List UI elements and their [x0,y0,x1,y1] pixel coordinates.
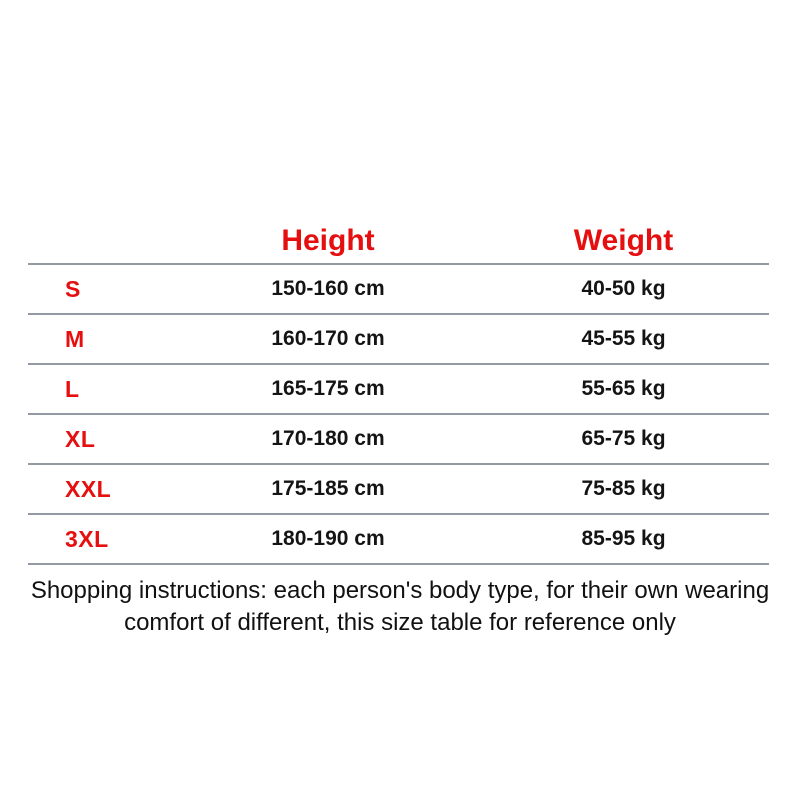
table-row [28,463,769,513]
size-cell: XXL [65,475,112,502]
weight-cell: 85-95 kg [581,527,666,550]
height-cell: 160-170 cm [271,327,385,350]
weight-cell: 45-55 kg [581,327,666,350]
table-row [28,313,769,363]
table-header-row [28,219,769,263]
table-row [28,413,769,463]
height-column-header: Height [281,224,375,257]
weight-cell: 65-75 kg [581,427,666,450]
size-cell: 3XL [65,525,109,552]
height-cell: 170-180 cm [271,427,385,450]
height-cell: 180-190 cm [271,527,385,550]
size-cell: S [65,275,81,302]
height-cell: 175-185 cm [271,477,385,500]
size-cell: M [65,325,85,352]
table-row [28,513,769,565]
shopping-note [0,575,800,639]
size-table [28,219,769,565]
weight-cell: 55-65 kg [581,377,666,400]
table-row [28,363,769,413]
table-row [28,263,769,313]
height-cell: 150-160 cm [271,277,385,300]
size-cell: L [65,375,80,402]
weight-cell: 40-50 kg [581,277,666,300]
shopping-note-line-1: Shopping instructions: each person's body type, for their own wearing [30,577,770,604]
weight-cell: 75-85 kg [581,477,666,500]
weight-column-header: Weight [573,224,674,257]
shopping-note-line-2: comfort of different, this size table for reference only [124,609,676,636]
size-column-header [28,219,178,263]
size-cell: XL [65,425,96,452]
height-cell: 165-175 cm [271,377,385,400]
